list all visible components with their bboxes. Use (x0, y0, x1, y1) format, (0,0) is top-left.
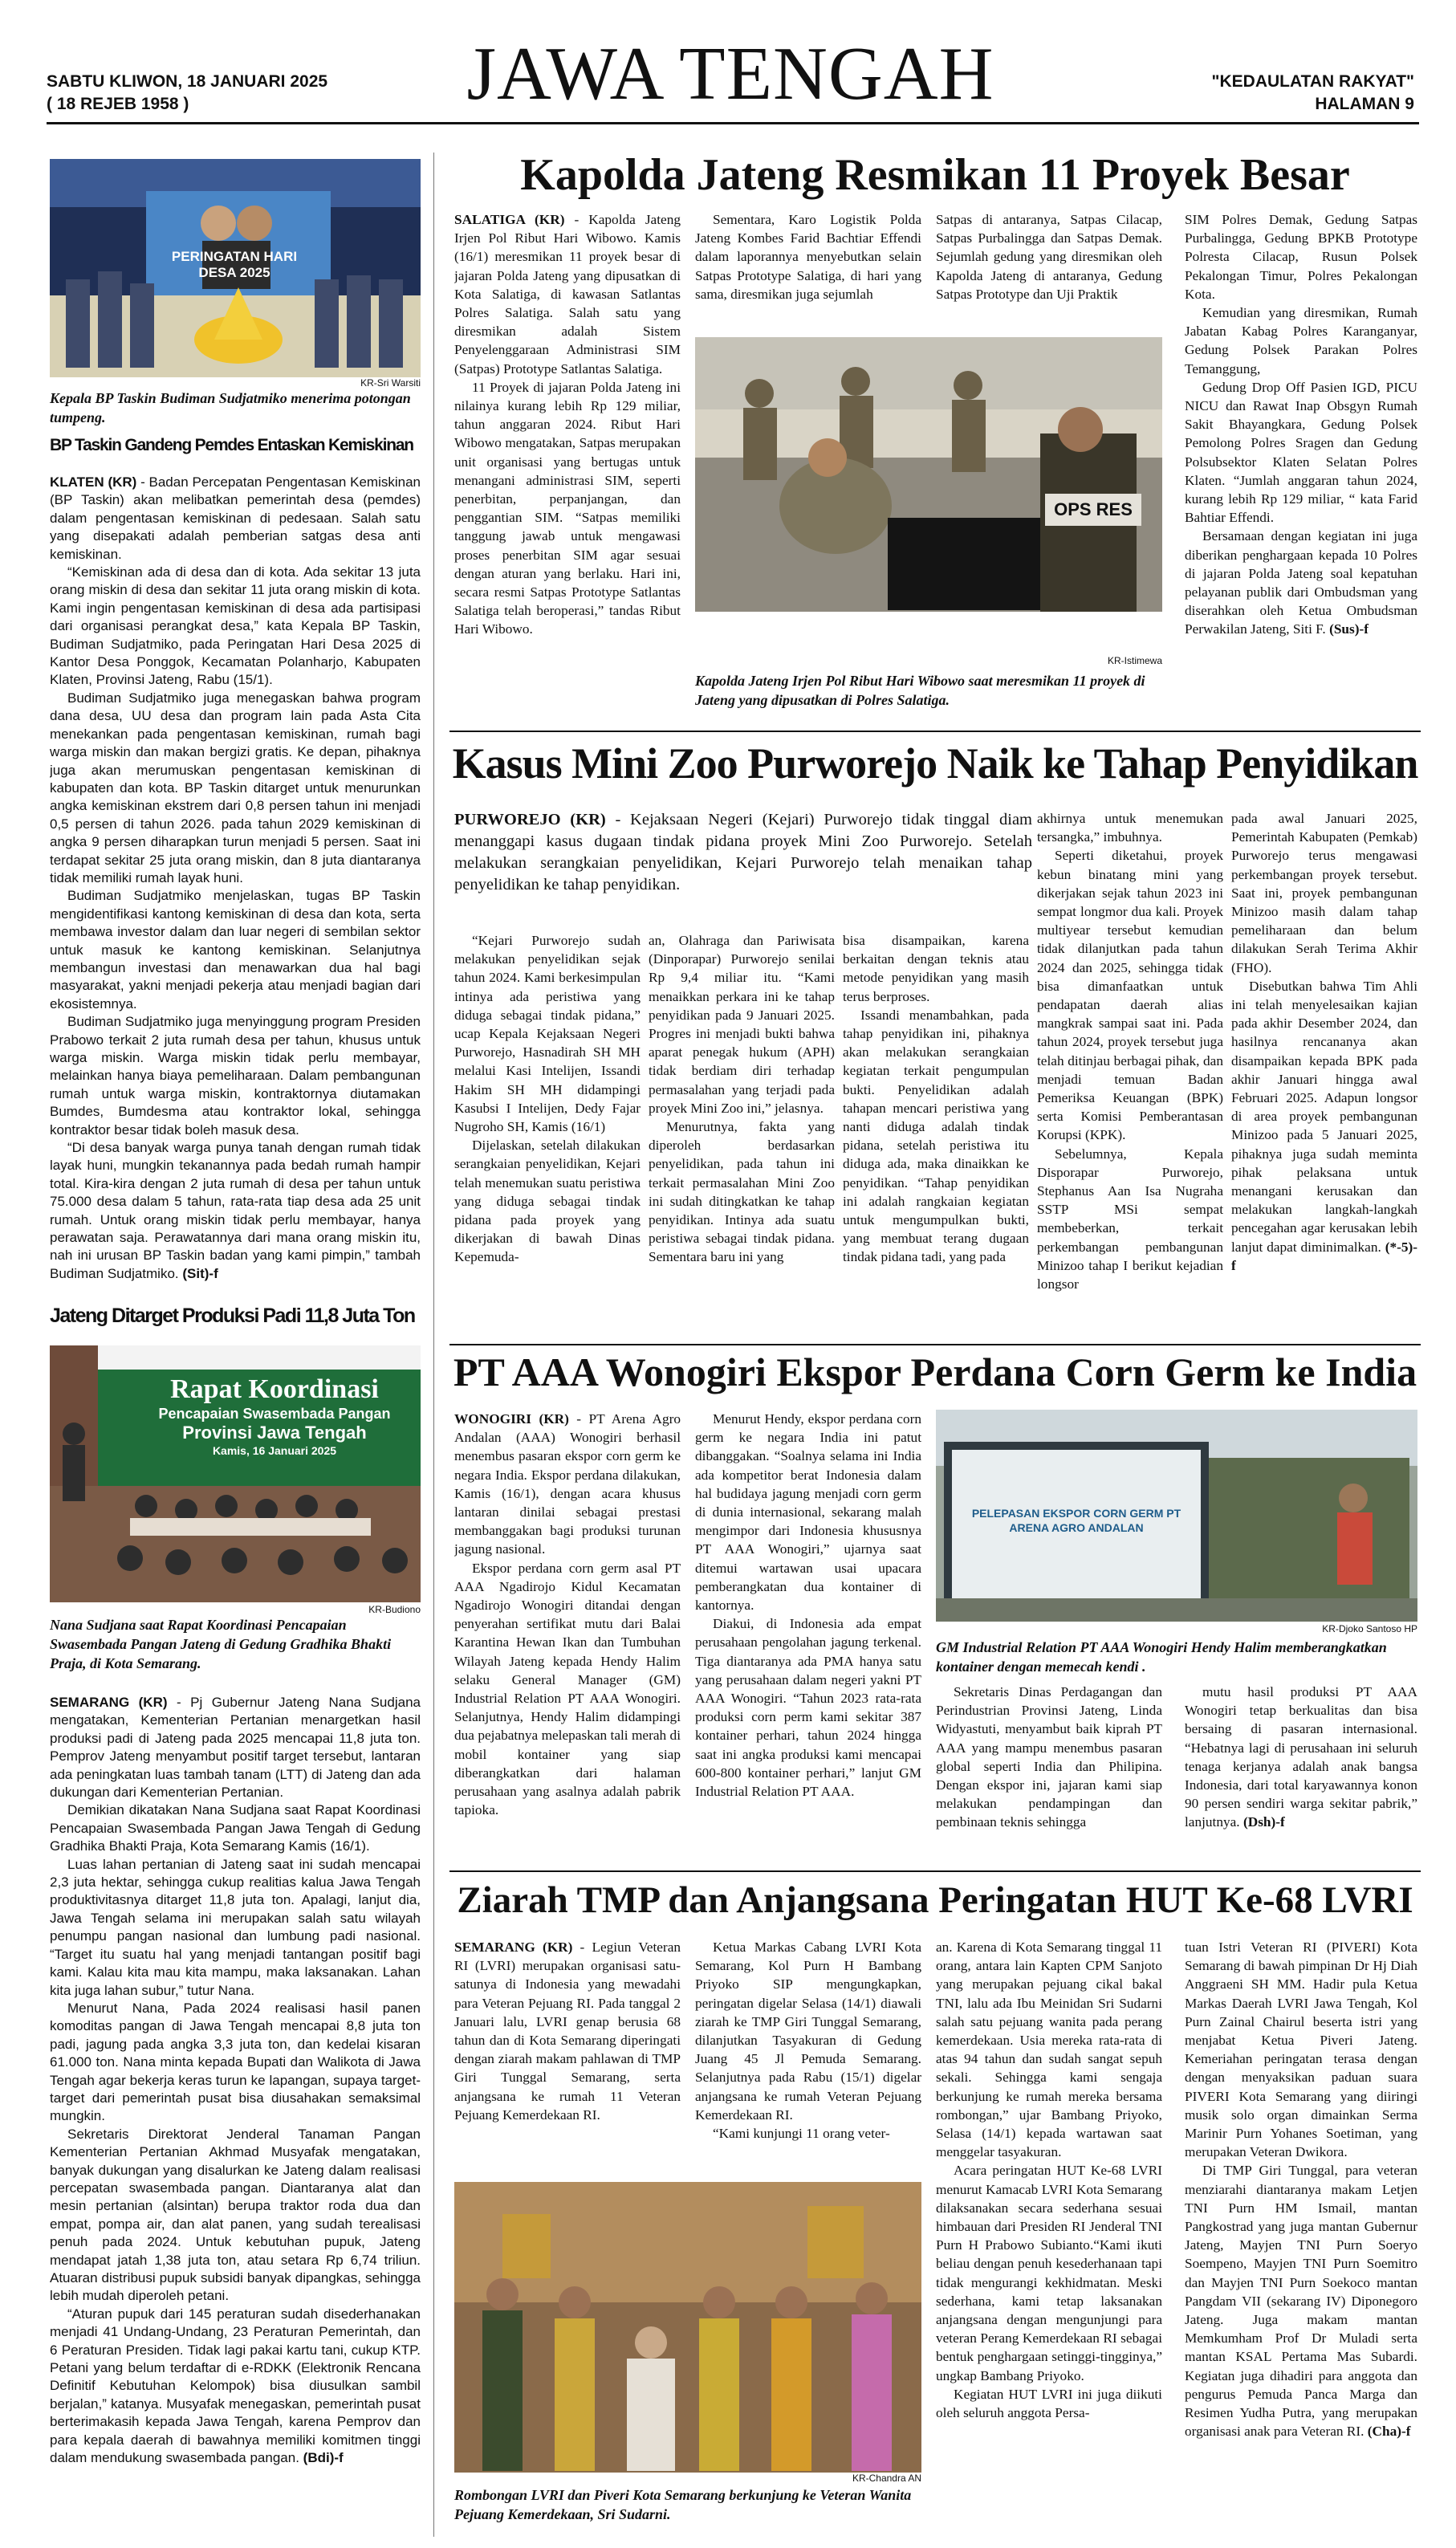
photo-corn-banner: PELEPASAN EKSPOR CORN GERM PT ARENA AGRO ANDALAN (971, 1507, 1181, 1534)
paragraph: an, Olahraga dan Pariwisata (Dinporapar) Purworejo senilai Rp 9,4 miliar itu. “Kami menaikkan perkara ini ke tahap penyidikan pada 9 Januari 2025. Progres ini menjadi bukti bahwa aparat penegak hukum (APH) tidak berdiam diri terhadap permasalahan yang terjadi pada proyek Mini Zoo ini,” jelasnya. (649, 933, 835, 1116)
photo-caption: Kepala BP Taskin Budiman Sudjatmiko menerima potongan tumpeng. (50, 390, 411, 425)
paragraph: Diakui, di Indonesia ada empat perusahaan pengolahan jagung terkenal. Tiga diantaranya ada PMA hanya satu yang perusahaan dalam negeri yakni PT AAA Wonogiri. “Tahun 2023 rata-rata produksi corn perm kami sekitar 387 kontainer perhari, tahun 2024 hingga saat ini angka produksi kami mencapai 600-800 kontainer perhari,” lanjut GM Industrial Relation PT AAA. (695, 1616, 921, 1800)
masthead-paper: "KEDAULATAN RAKYAT" (1211, 72, 1414, 91)
banner-line: Kamis, 16 Januari 2025 (212, 1444, 337, 1457)
author-sign: (Sus)-f (1329, 621, 1369, 637)
section-rule (449, 1344, 1421, 1345)
masthead-page-number: HALAMAN 9 (1315, 95, 1414, 113)
masthead-hijri-text: ( 18 REJEB 1958 ) (47, 95, 189, 113)
paragraph: Luas lahan pertanian di Jateng saat ini sudah mencapai 2,3 juta hektar, sehingga cukup realitias kalua Jawa Tengah produktivitasnya ditarget 11,8 juta ton. Apalagi, lanjut dia, Jawa Tengah selama ini merupakan salah satu wilayah penumpu pangan nasional dan lumbung padi nasional. “Target itu suatu hal yang menjadi tantangan positif bagi kami. Kalau kita mau kita mampu, maka laksanakan. Lahan kita juga lahan subur,” tutur Nana. (50, 1856, 421, 1998)
article-body-padi (50, 1694, 421, 2537)
column-divider (433, 153, 434, 2537)
photo-hari-desa-banner: PERINGATAN HARI DESA 2025 (171, 249, 298, 280)
paragraph-text: - Pj Gubernur Jateng Nana Sudjana mengatakan, Kementerian Pertanian menargetkan hasil produksi padi di Jateng pada 2025 mencapai 11,8 juta ton. Pemprov Jateng menyambut positif target tersebut, lantaran ada peningkatan luas tambah tanam (LTT) di Jateng dan ada dukungan dari Kementerian Pertanian. (50, 1695, 421, 1801)
kapolda-column-1 (454, 210, 681, 724)
minizoo-column-5 (1231, 809, 1417, 1381)
paragraph-text: - Badan Percepatan Pengentasan Kemiskinan (BP Taskin) akan melibatkan pemerintah desa (pemdes) dalam pengentasan kemiskinan di pedesaan. Salah satu yang disepakati adalah pemberian satgas desa anti kemiskinan. (50, 474, 421, 562)
photo-credit: KR-Istimewa (1107, 655, 1162, 666)
photo-lvri (454, 2182, 921, 2473)
kapolda-column-2 (695, 210, 921, 331)
paragraph: Budiman Sudjatmiko juga menyinggung program Presiden Prabowo terkait 2 juta rumah desa per tahun, khusus untuk warga miskin. Warga miskin tidak perlu membayar, melainkan hanya biaya pemeliharaan. Dalam pembangunan rumah untuk warga miskin, kontraktornya diutamakan Bumdes, Bumdesma atau kontraktor lokal, sehingga kontraktor besar tidak boleh masuk desa. (50, 1014, 421, 1138)
paragraph-text: - Kapolda Jateng Irjen Pol Ribut Hari Wibowo. Kamis (16/1) meresmikan 11 proyek besar di jajaran Polda Jateng yang dipusatkan di Kota Salatiga, di kawasan Satlantas Polres Salatiga. Salah satu yang diresmikan adalah Sistem Penyelenggaraan Administrasi SIM (Satpas) Prototype Satlantas Salatiga. (454, 212, 681, 377)
paragraph: Sebelumnya, Kepala Disporapar Purworejo, Stephanus Aan Isa Nugraha SSTP MSi sempat membeberkan, terkait perkembangan pembangunan Minizoo tahap I berikut kejadian longsor (1037, 1146, 1223, 1292)
headline-kapolda: Kapolda Jateng Resmikan 11 Proyek Besar (520, 150, 1350, 200)
paragraph-text: Disebutkan bahwa Tim Ahli ini telah menyelesaikan kajian pada akhir Desember 2024, dan hasilnya rencananya akan disampaikan kepada BPK pada akhir Januari hingga awal Februari 2025. Adapun longsor di area proyek pembangunan Minizoo pada 5 Januari 2025, pihaknya juga sudah meminta pihak pelaksana untuk menangani kerusakan dan melakukan langkah-langkah pencegahan agar kerusakan lebih lanjut dapat diminimalkan. (1231, 978, 1417, 1255)
dateline: WONOGIRI (KR) (454, 1411, 569, 1427)
photo-rapat-koordinasi (50, 1345, 421, 1602)
dateline: SEMARANG (KR) (50, 1695, 168, 1710)
paragraph: Budiman Sudjatmiko menjelaskan, tugas BP Taskin mengidentifikasi kantong kemiskinan di desa dan kota, serta membawa investor dalam dan luar negeri di sembilan sektor untuk masuk ke kantong kemiskinan. Selanjutnya membangun investasi dan menawarkan dua hal bagi masyarakat, yakni menjadi pekerja atau menjadi bagian dari ekosistemnya. (50, 888, 421, 1011)
photo-caption: Kapolda Jateng Irjen Pol Ribut Hari Wibowo saat meresmikan 11 proyek di Jateng yang dipusatkan di Polres Salatiga. (695, 673, 1145, 708)
paragraph: Sekretaris Direktorat Jenderal Tanaman Pangan Kementerian Pertanian Akhmad Musyafak mengatakan, banyak dukungan yang disalurkan ke Jateng dalam realisasi percepatan swasembada pangan. Diantaranya alat dan mesin pertanian (alsintan) berupa traktor roda dua dan empat, pompa air, dan alat panen, yang sudah terealisasi penuh pada 2024. Untuk kebutuhan pupuk, Jateng mendapat jatah 1,38 juta ton, atau setara Rp 6,74 triliun. Atuaran distribusi pupuk subsidi banyak dipangkas, sehingga lebih mudah diperoleh petani. (50, 2126, 421, 2304)
paragraph: Kegiatan HUT LVRI ini juga diikuti oleh seluruh anggota Persa- (936, 2386, 1162, 2421)
paragraph (454, 1410, 681, 1559)
paragraph: Dijelaskan, setelah dilakukan serangkaian penyelidikan, Kejari telah menemukan suatu peristiwa yang diduga sebagai tindak pidana pada proyek yang dikerjakan di bawah Dinas Kepemuda- (454, 1138, 641, 1265)
banner-line: Rapat Koordinasi (170, 1374, 379, 1404)
photo-credit: KR-Budiono (368, 1604, 421, 1615)
paragraph (1185, 527, 1417, 638)
paragraph: Kemudian yang diresmikan, Rumah Jabatan Kabag Polres Karanganyar, Gedung Polsek Parakan Polres Temanggung, (1185, 305, 1417, 377)
headline-corn-germ: PT AAA Wonogiri Ekspor Perdana Corn Germ ke India (453, 1349, 1417, 1394)
paragraph: SIM Polres Demak, Gedung Satpas Purbalingga, Gedung BPKB Prototype Polresta Cilacap, Rusun Polsek Pekalongan Timur, Polres Pekalongan Kota. (1185, 212, 1417, 302)
author-sign: (Cha)-f (1367, 2424, 1411, 2440)
paragraph: an. Karena di Kota Semarang tinggal 11 orang, antara lain Kapten CPM Sanjoto yang merupakan pejuang cikal bakal TNI, lalu ada Ibu Meinidan Sri Sudarni salah satu pejuang wanita pada perang kemerdekaan. Usia mereka rata-rata di atas 94 tahun dan sudah sangat sepuh sekali. Sehingga kami sengaja berkunjung ke rumah mereka bersama rombongan,” ujar Bambang Priyoko, Selasa (14/1) kepada wartawan saat menggelar tasyakuran. (936, 1939, 1162, 2160)
section-rule (449, 731, 1421, 732)
dateline: SEMARANG (KR) (454, 1939, 573, 1955)
author-sign: (*-5)-f (1231, 1239, 1417, 1273)
paragraph: Menurutnya, fakta yang diperoleh berdasarkan penyelidikan, pada tahun ini terkait permasalahan Mini Zoo ini sudah ditingkatkan ke tahap penyidikan. Intinya ada suatu peristiwa sebagai tindak pidana. Sementara baru ini yang (649, 1119, 835, 1265)
minizoo-column-4 (1037, 809, 1223, 1381)
masthead-date (47, 71, 327, 116)
minizoo-column-1 (454, 931, 641, 1381)
paragraph: Sekretaris Dinas Perdagangan dan Perindustrian Provinsi Jateng, Linda Widyastuti, menyambut baik kiprah PT AAA yang mampu menembus pasaran global seperti India dan Philipina. Dengan ekspor ini, jajaran kami siap melakukan pendampingan dan pembinaan teknis sehingga (936, 1684, 1162, 1830)
paragraph: Gedung Drop Off Pasien IGD, PICU NICU dan Rawat Inap Obsgyn Rumah Sakit Bhayangkara, Gedung Polsek Pemolong Polres Sragen dan Gedung Polsubsektor Klaten Selatan Polres Klaten. “Jumlah anggaran tahun 2024, kurang lebih Rp 129 miliar, “ kata Farid Bahtiar Effendi. (1185, 379, 1417, 526)
paragraph: “Kemiskinan ada di desa dan di kota. Ada sekitar 13 juta orang miskin di desa dan sekitar 11 juta orang miskin di kota. Kami ingin pengentasan kemiskinan di desa ada partisipasi dari organisasi perangkat desa,” kata Kepala BP Taskin, Budiman Sudjatmiko, pada Peringatan Hari Desa 2025 di Kantor Desa Ponggok, Kecamatan Polanharjo, Kabupaten Klaten, Provinsi Jateng, Rabu (15/1). (50, 564, 421, 688)
paragraph: Budiman Sudjatmiko juga menegaskan bahwa program dana desa, UU desa dan program lain pada Asta Cita menekankan pada pengentasan kemiskinan, rumah bagi warga miskin dan makan bergizi gratis. Ke depan, pihaknya juga akan merumuskan pengentasan kemiskinan di kabupaten dan kota. BP Taskin ditarget untuk menurunkan angka kemiskinan ekstrem dari 0,8 persen tahun ini menjadi 0,5 persen di tahun 2026. pada tahun 2029 kemiskinan di angka 9 persen diharapkan turun menjadi 5 persen. Saat ini terdapat sekitar 25 juta orang miskin, dan 8 juta diantaranya tidak memiliki rumah layak huni. (50, 690, 421, 885)
lead-text: - Kejaksaan Negeri (Kejari) Purworejo tidak tinggal diam menanggapi kasus dugaan tindak pidana proyek Mini Zoo Purworejo. Setelah melakukan serangkaian penyelidikan, Kejari Purworejo telah menaikan tahap penyelidikan ke tahap penyidikan. (454, 811, 1032, 893)
paragraph: Ketua Markas Cabang LVRI Kota Semarang, Kol Purn H Bambang Priyoko SIP mengungkapkan, peringatan digelar Selasa (14/1) diawali ziarah ke TMP Giri Tunggal Semarang, dilanjutkan Tasyakuran di Gedung Juang 45 Jl Pemuda Semarang. Selanjutnya pada Rabu (15/1) digelar anjangsana ke rumah Veteran Pejuang Kemerdekaan RI. (695, 1939, 921, 2123)
paragraph: Menurut Hendy, ekspor perdana corn germ ke negara India ini patut dibanggakan. “Soalnya selama ini India ada kompetitor berat Indonesia dalam hal budidaya jagung menjadi corn germ di dunia internasional, sekarang malah mengimpor dari Indonesia khususnya PT AAA Wonogiri,” ujarnya saat ditemui wartawan usai upacara pemberangkatan dua kontainer di kantornya. (695, 1411, 921, 1614)
paragraph (1231, 977, 1417, 1275)
banner-line: Pencapaian Swasembada Pangan (158, 1406, 391, 1422)
section-rule (449, 1870, 1421, 1872)
author-sign: (Sit)-f (182, 1265, 218, 1281)
masthead-title: JAWA TENGAH (466, 32, 994, 116)
minizoo-column-2 (649, 931, 835, 1381)
paragraph: “Kejari Purworejo sudah melakukan penyelidikan sejak tahun 2024. Kami berkesimpulan intinya ada peristiwa yang diduga sebagai tindak pidana,” ucap Kepala Kejaksaan Negeri Purworejo, Hasnadirah SH MH melalui Kasi Intelijen, Issandi Hakim SH MH didampingi Kasubsi I Intelijen, Dedy Fajar Nugroho SH, Kamis (16/1) (454, 933, 641, 1135)
paragraph (1185, 2161, 1417, 2440)
photo-kapolda-illustration (695, 337, 1162, 612)
paragraph-text: “Di desa banyak warga punya tanah dengan rumah tidak layak huni, mungkin tekanannya pada bedah rumah hampir total. Kira-kira dengan 2 juta rumah di desa per tahun untuk 75.000 desa dalam 5 tahun, rata-rata tiap desa ada 25 unit rumah. Untuk orang miskin tidak perlu membayar, hanya perawatan saja. Perawatannya dari mana orang miskin itu, nah ini urusan BP Taskin badan yang kami pimpin,” tambah Budiman Sudjatmiko. (50, 1140, 421, 1281)
author-sign: (Bdi)-f (303, 2450, 344, 2466)
paragraph-text: Bersamaan dengan kegiatan ini juga diberikan penghargaan kepada 10 Polres di jajaran Polda Jateng soal kepatuhan pelayanan publik dari Ombudsman yang diserahkan oleh Ketua Ombudsman Perwakilan Jateng, Siti F. (1185, 528, 1417, 637)
paragraph: Issandi menambahkan, pada tahap penyidikan ini, pihaknya akan melakukan serangkaian kegiatan terkait pengumpulan bukti. Penyelidikan adalah tahapan mencari peristiwa yang nanti diduga adalah tindak pidana, setelah peristiwa itu diduga ada, maka dinaikkan ke penyidikan. “Tahap penyidikan ini adalah rangkaian kegiatan untuk mengumpulkan bukti, yang membuat terang dugaan tindak pidana tadi, yang pada (843, 1007, 1029, 1265)
photo-caption: Nana Sudjana saat Rapat Koordinasi Pencapaian Swasembada Pangan Jateng di Gedung Gradhika Bhakti Praja, di Kota Semarang. (50, 1617, 392, 1671)
lvri-column-3 (936, 1938, 1162, 2537)
paragraph (454, 1938, 681, 2124)
paragraph (50, 1694, 421, 1801)
photo-lvri-illustration (454, 2182, 921, 2473)
masthead-rule (47, 122, 1419, 124)
minizoo-lead (454, 809, 1032, 922)
paragraph: bisa disampaikan, karena berkaitan dengan teknis atau metode penyidikan yang masih terus berproses. (843, 933, 1029, 1004)
paragraph-text: - Legiun Veteran RI (LVRI) merupakan organisasi satu-satunya di Indonesia yang mewadahi para Veteran Pejuang RI. Pada tanggal 2 Januari lalu, LVRI genap berusia 68 tahun dan di Kota Semarang diperingati dengan ziarah makam pahlawan di TMP Giri Tunggal Semarang, serta anjangsana ke rumah 11 Veteran Pejuang Kemerdekaan RI. (454, 1939, 681, 2123)
masthead-date-text: SABTU KLIWON, 18 JANUARI 2025 (47, 72, 328, 91)
masthead-info (1212, 71, 1414, 116)
paragraph: Satpas di antaranya, Satpas Cilacap, Satpas Purbalingga dan Satpas Demak. Sejumlah gedung yang diresmikan oleh Kapolda Jateng di antaranya, Gedung Satpas Prototype dan Uji Praktik (936, 212, 1162, 302)
corn-column-2 (695, 1410, 921, 1867)
paragraph: “Kami kunjungi 11 orang veter- (713, 2126, 890, 2142)
paragraph (50, 474, 421, 564)
article-body-bp-taskin (50, 474, 421, 1300)
paragraph (454, 210, 681, 378)
dateline: PURWOREJO (KR) (454, 811, 606, 828)
paragraph: pada awal Januari 2025, Pemerintah Kabupaten (Pemkab) Purworejo terus mengawasi perkembangan proyek tersebut. Saat ini, proyek pembangunan Minizoo masih dalam tahap pemeliharaan dan belum dilakukan Serah Terima Akhir (FHO). (1231, 811, 1417, 975)
paragraph: Sementara, Karo Logistik Polda Jateng Kombes Farid Bachtiar Effendi dalam laporannya menyebutkan selain Satpas Prototype Salatiga, di hari yang sama, diresmikan juga sejumlah (695, 212, 921, 302)
lvri-column-2 (695, 1938, 921, 2179)
paragraph: Acara peringatan HUT Ke-68 LVRI menurut Kamacab LVRI Kota Semarang dilaksanakan secara sederhana sesuai himbauan dari Presiden RI Jenderal TNI Purn H Prabowo Subianto.“Kami ikuti beliau dengan penuh kesederhanaan tapi tidak mengurangi kekhidmatan. Meski sederhana, kami tetap laksanakan anjangsana dengan mengunjungi para veteran Perang Kemerdekaan RI sebagai bentuk penghargaan setinggi-tingginya,” ungkap Bambang Priyoko. (936, 2163, 1162, 2383)
photo-corn-germ (936, 1410, 1417, 1622)
paragraph: akhirnya untuk menemukan tersangka,” imbuhnya. (1037, 811, 1223, 845)
paragraph (1185, 1683, 1417, 1832)
minizoo-column-3 (843, 931, 1029, 1381)
lvri-column-4 (1185, 1938, 1417, 2537)
photo-kapolda-badge: OPS RES (1054, 499, 1133, 519)
corn-column-3 (936, 1683, 1162, 1867)
photo-credit: KR-Sri Warsiti (360, 377, 421, 389)
banner-line: Provinsi Jawa Tengah (182, 1423, 367, 1443)
photo-hari-desa (50, 159, 421, 377)
headline-minizoo: Kasus Mini Zoo Purworejo Naik ke Tahap Penyidikan (452, 739, 1418, 788)
author-sign: (Dsh)-f (1242, 1814, 1285, 1830)
dateline: SALATIGA (KR) (454, 212, 565, 227)
photo-caption: Rombongan LVRI dan Piveri Kota Semarang berkunjung ke Veteran Wanita Pejuang Kemerdekaan, Sri Sudarni. (454, 2487, 912, 2522)
photo-credit: KR-Chandra AN (852, 2473, 921, 2484)
corn-column-4 (1185, 1683, 1417, 1867)
paragraph: Seperti diketahui, proyek kebun binatang mini yang dikerjakan sejak tahun 2023 ini sempat longmor dua kali. Proyek multiyear tersebut kemudian tidak dilanjutkan pada tahun 2024 dan 2025, sehingga tidak bisa dimanfaatkan untuk pendapatan daerah alias mangkrak sampai saat ini. Pada tahun 2024, proyek tersebut juga telah ditinjau berbagai pihak, dan menjadi temuan Badan Pemeriksa Keuangan (BPK) serta Komisi Pemberantasan Korupsi (KPK). (1037, 848, 1223, 1143)
kapolda-column-3 (936, 210, 1162, 331)
paragraph (50, 2306, 421, 2468)
paragraph-text: “Aturan pupuk dari 145 peraturan sudah disederhanakan menjadi 41 Undang-Undang, 23 Peraturan Pemerintah, dan 6 Peraturan Presiden. Tidak lagi pakai kartu tani, cukup KTP. Petani yang belum terdaftar di e-RDKK (Elektronik Rencana Definitif Kebutuhan Kelompok) bisa diusulkan sambil berjalan,” katanya. Musyafak menegaskan, pemerintah pusat berterimakasih kepada Jawa Tengah, karena Pemprov dan para kepala daerah di bawahnya memiliki komitmen tinggi dalam mendukung swasembada pangan. (50, 2306, 421, 2466)
photo-credit: KR-Djoko Santoso HP (1322, 1623, 1417, 1634)
photo-kapolda (695, 337, 1162, 612)
paragraph: Demikian dikatakan Nana Sudjana saat Rapat Koordinasi Pencapaian Swasembada Pangan Jawa Tengah di Gedung Gradhika Bhakti Praja, Kota Semarang Kamis (16/1). (50, 1802, 421, 1854)
photo-rapat-banner (130, 1374, 419, 1458)
corn-column-1 (454, 1410, 681, 1867)
paragraph: tuan Istri Veteran RI (PIVERI) Kota Semarang di bawah pimpinan Dr Hj Diah Anggraeni SH MM. Hadir pula Ketua Markas Daerah LVRI Jawa Tengah, Kol Purn Zainal Chairul beserta istri yang menjabat Ketua Piveri Jateng. Kemeriahan peringatan terasa dengan dengan menyaksikan paduan suara PIVERI Kota Semarang yang diiringi musik solo organ dimainkan Serma Marinir Purn Yohanes Soetiman, yang merupakan Veteran Dwikora. (1185, 1939, 1417, 2160)
paragraph-text: mutu hasil produksi PT AAA Wonogiri tetap berkualitas dan bisa bersaing di pasaran internasional. “Hebatnya lagi di perusahaan ini seluruh tenaga kerjanya adalah anak bangsa Indonesia, dari total karyawannya konon 90 persen sendiri warga sekitar pabrik,” lanjutnya. (1185, 1684, 1417, 1830)
photo-caption: GM Industrial Relation PT AAA Wonogiri Hendy Halim memberangkatkan kontainer dengan memecah kendi . (936, 1639, 1387, 1675)
paragraph-text: Di TMP Giri Tunggal, para veteran menziarahi diantaranya makam Letjen TNI Purn HM Ismail, mantan Pangkostrad yang juga mantan Gubernur Jateng, Mayjen TNI Purn Soeryo Soempeno, Mayjen TNI Purn Soemitro dan Mayjen TNI Purn Soekoco mantan Pangdam VII (sekarang IV) Diponegoro Jateng. Juga makam mantan Memkumham Prof Dr Muladi serta mantan KSAL Pertama Mas Subardi. Kegiatan juga dihadiri para anggota dan pengurus Pemuda Panca Marga dan Resimen Yudha Putra, yang merupakan organisasi anak para Veteran RI. (1185, 2163, 1417, 2440)
paragraph (50, 1139, 421, 1283)
paragraph-text: - PT Arena Agro Andalan (AAA) Wonogiri berhasil menembus pasaran ekspor corn germ ke negara India. Ekspor perdana dilakukan, Kamis (16/1), dengan acara khusus lantaran dinilai sebagai prestasi membanggakan bagi produksi turunan jagung nasional. (454, 1411, 681, 1557)
dateline: KLATEN (KR) (50, 474, 137, 490)
headline-lvri: Ziarah TMP dan Anjangsana Peringatan HUT Ke-68 LVRI (457, 1879, 1413, 1921)
article-headline: BP Taskin Gandeng Pemdes Entaskan Kemiskinan (50, 436, 413, 454)
paragraph: 11 Proyek di jajaran Polda Jateng ini nilainya kurang lebih Rp 129 miliar, tahun anggaran 2024. Ribut Hari Wibowo mengatakan, Satpas merupakan unit organisasi yang bertugas untuk menangani administrasi SIM, seperti penerbitan, perpanjangan, dan penggantian SIM. “Satpas memiliki tanggung jawab untuk mengawasi proses penerbitan SIM agar sesuai dengan aturan yang berlaku. Hari ini, secara resmi Satpas Prototype Satlantas Salatiga telah beroperasi,” tandas Ribut Hari Wibowo. (454, 379, 681, 637)
kapolda-column-4 (1185, 210, 1417, 724)
paragraph: Ekspor perdana corn germ asal PT AAA Ngadirojo Kidul Kecamatan Ngadirojo Wonogiri ditandai dengan penyerahan sertifikat mutu dari Balai Karantina Hewan Ikan dan Tumbuhan Wilayah Jateng kepada Hendy Halim selaku General Manager (GM) Industrial Relation PT AAA Wonogiri. Selanjutnya, Hendy Halim didampingi dua pejabatnya melepaskan tali merah di mobil kontainer yang siap diberangkatkan dari halaman perusahaan yang asalnya adalah pabrik tapioka. (454, 1560, 681, 1818)
paragraph: Menurut Nana, Pada 2024 realisasi hasil panen komoditas pangan di Jawa Tengah mencapai 8,8 juta ton padi, jagung pada angka 3,3 juta ton, dan kedelai kisaran 61.000 ton. Nana minta kepada Bupati dan Walikota di Jawa Tengah agar bekerja keras turun ke lapangan, supaya target-target dari pemerintah pusat bisa diusahakan semaksimal mungkin. (50, 2000, 421, 2124)
lvri-column-1 (454, 1938, 681, 2179)
article-headline: Jateng Ditarget Produksi Padi 11,8 Juta Ton (50, 1305, 415, 1327)
